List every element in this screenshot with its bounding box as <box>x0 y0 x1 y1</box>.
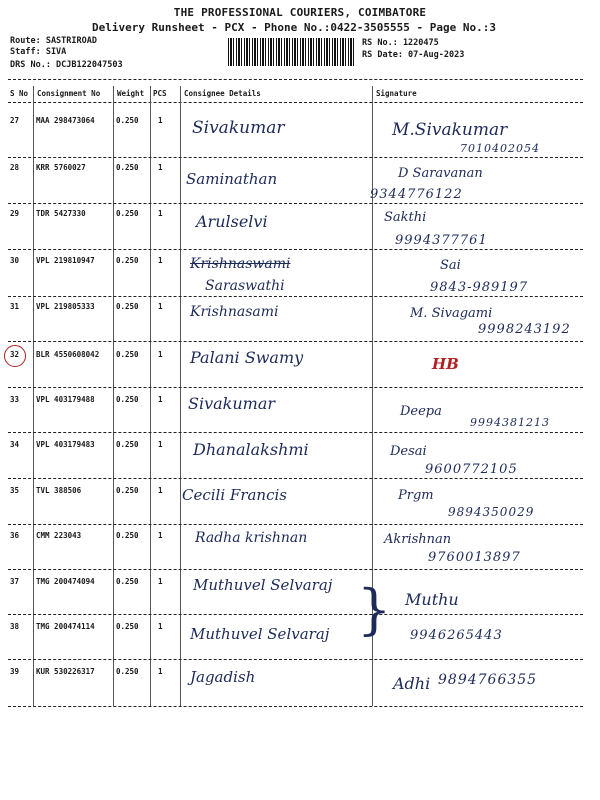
row-signature-phone: 9998243192 <box>478 322 571 337</box>
col-header-sno: S No <box>10 89 29 98</box>
row-signature-phone: 9843-989197 <box>430 280 529 295</box>
row-consignment-no: TVL 388506 <box>36 486 82 495</box>
row-consignment-no: KRR 5760027 <box>36 163 86 172</box>
row-sno: 27 <box>10 116 20 125</box>
col-header-consignee: Consignee Details <box>184 89 261 98</box>
row-sno: 36 <box>10 531 20 540</box>
grouping-brace: } <box>357 578 392 641</box>
row-consignment-no: VPL 403179488 <box>36 395 95 404</box>
row-weight: 0.250 <box>116 302 139 311</box>
row-consignee: Saminathan <box>186 170 278 188</box>
row-consignee: Muthuvel Selvaraj <box>190 625 330 643</box>
row-signature: Sai <box>440 258 461 273</box>
col-header-signature: Signature <box>376 89 417 98</box>
row-sno: 39 <box>10 667 20 676</box>
row-consignee: Radha krishnan <box>195 530 308 546</box>
row-signature-phone: 9894350029 <box>448 505 535 519</box>
row-consignment-no: BLR 4550608042 <box>36 350 100 359</box>
row-consignment-no: KUR 530226317 <box>36 667 95 676</box>
row-separator <box>8 659 583 660</box>
row-separator <box>8 249 583 250</box>
row-separator <box>8 706 583 707</box>
row-consignment-no: VPL 219805333 <box>36 302 95 311</box>
row-consignee: Jagadish <box>190 668 256 686</box>
row-separator <box>8 157 583 158</box>
row-consignment-no: TMG 200474094 <box>36 577 95 586</box>
row-pcs: 1 <box>158 209 163 218</box>
row-consignee: Cecili Francis <box>182 486 287 504</box>
header-top-rule <box>8 79 583 80</box>
row-consignment-no: VPL 219810947 <box>36 256 95 265</box>
row-consignee: Krishnaswami <box>190 256 291 272</box>
row-pcs: 1 <box>158 667 163 676</box>
row-consignee: Krishnasami <box>190 304 279 320</box>
row-sno: 30 <box>10 256 20 265</box>
col-header-weight: Weight <box>117 89 145 98</box>
column-divider <box>150 86 151 706</box>
row-sno: 33 <box>10 395 20 404</box>
rs-date: RS Date: 07-Aug-2023 <box>362 50 465 60</box>
row-pcs: 1 <box>158 622 163 631</box>
row-separator <box>8 432 583 433</box>
row-consignment-no: CMM 223043 <box>36 531 82 540</box>
row-signature: M.Sivakumar <box>392 120 508 140</box>
row-weight: 0.250 <box>116 531 139 540</box>
row-sno: 35 <box>10 486 20 495</box>
row-signature: D Saravanan <box>398 166 483 181</box>
row-weight: 0.250 <box>116 116 139 125</box>
row-separator <box>8 341 583 342</box>
row-weight: 0.250 <box>116 395 139 404</box>
header-bottom-rule <box>8 102 583 103</box>
row-separator <box>8 569 583 570</box>
column-divider <box>33 86 34 706</box>
row-weight: 0.250 <box>116 209 139 218</box>
runsheet-title: THE PROFESSIONAL COURIERS, COIMBATORE <box>173 6 427 19</box>
rs-number: RS No.: 1220475 <box>362 38 439 48</box>
red-signature-mark: HB <box>432 355 459 373</box>
row-sno: 34 <box>10 440 20 449</box>
row-consignee: Muthuvel Selvaraj <box>193 576 333 594</box>
runsheet-subtitle: Delivery Runsheet - PCX - Phone No.:0422-3505555 - Page No.:3 <box>92 21 496 34</box>
row-sno: 28 <box>10 163 20 172</box>
row-sno: 32 <box>10 350 20 359</box>
row-weight: 0.250 <box>116 163 139 172</box>
row-signature: M. Sivagami <box>410 306 493 321</box>
row-consignee: Sivakumar <box>192 118 285 138</box>
row-consignee: Sivakumar <box>188 394 276 413</box>
row-weight: 0.250 <box>116 350 139 359</box>
row-signature-phone: 9946265443 <box>410 628 503 643</box>
row-pcs: 1 <box>158 116 163 125</box>
row-weight: 0.250 <box>116 577 139 586</box>
row-sno: 31 <box>10 302 20 311</box>
col-header-pcs: PCS <box>153 89 167 98</box>
row-signature: Adhi <box>393 674 431 693</box>
row-pcs: 1 <box>158 302 163 311</box>
row-pcs: 1 <box>158 163 163 172</box>
staff-label: Staff: SIVA <box>10 47 67 57</box>
row-signature-phone: 9994377761 <box>395 233 488 248</box>
row-signature: Desai <box>390 444 427 459</box>
row-consignee: Dhanalakshmi <box>193 440 309 459</box>
row-signature-phone: 9994381213 <box>470 416 550 429</box>
row-separator <box>8 478 583 479</box>
col-header-consignment: Consignment No <box>37 89 101 98</box>
row-signature: Muthu <box>405 590 459 609</box>
row-consignee-corrected: Saraswathi <box>205 278 285 294</box>
drs-number: DRS No.: DCJB122047503 <box>10 60 123 70</box>
row-consignment-no: VPL 403179483 <box>36 440 95 449</box>
row-pcs: 1 <box>158 395 163 404</box>
row-consignment-no: TMG 200474114 <box>36 622 95 631</box>
row-signature: Akrishnan <box>384 532 452 547</box>
row-weight: 0.250 <box>116 486 139 495</box>
row-signature: Prgm <box>398 488 434 503</box>
row-signature-phone: 9344776122 <box>370 187 463 202</box>
row-sno: 29 <box>10 209 20 218</box>
row-pcs: 1 <box>158 350 163 359</box>
row-sno: 38 <box>10 622 20 631</box>
row-signature: Sakthi <box>384 210 427 225</box>
row-sno: 37 <box>10 577 20 586</box>
route-label: Route: SASTRIROAD <box>10 36 97 46</box>
column-divider <box>180 86 181 706</box>
row-separator <box>8 614 583 615</box>
row-consignment-no: TDR 5427330 <box>36 209 86 218</box>
row-pcs: 1 <box>158 256 163 265</box>
column-divider <box>113 86 114 706</box>
row-pcs: 1 <box>158 531 163 540</box>
row-consignee: Palani Swamy <box>190 348 304 367</box>
row-separator <box>8 203 583 204</box>
row-separator <box>8 524 583 525</box>
row-weight: 0.250 <box>116 622 139 631</box>
row-signature-phone: 9760013897 <box>428 550 521 565</box>
row-separator <box>8 296 583 297</box>
row-weight: 0.250 <box>116 667 139 676</box>
row-signature-phone: 9894766355 <box>438 672 538 688</box>
row-consignment-no: MAA 298473064 <box>36 116 95 125</box>
row-signature: Deepa <box>400 404 442 419</box>
row-pcs: 1 <box>158 486 163 495</box>
row-weight: 0.250 <box>116 440 139 449</box>
barcode-image <box>228 38 356 66</box>
row-pcs: 1 <box>158 577 163 586</box>
row-consignee: Arulselvi <box>196 212 268 231</box>
row-signature-phone: 7010402054 <box>460 142 540 155</box>
row-separator <box>8 387 583 388</box>
row-pcs: 1 <box>158 440 163 449</box>
row-signature-phone: 9600772105 <box>425 462 518 477</box>
row-weight: 0.250 <box>116 256 139 265</box>
